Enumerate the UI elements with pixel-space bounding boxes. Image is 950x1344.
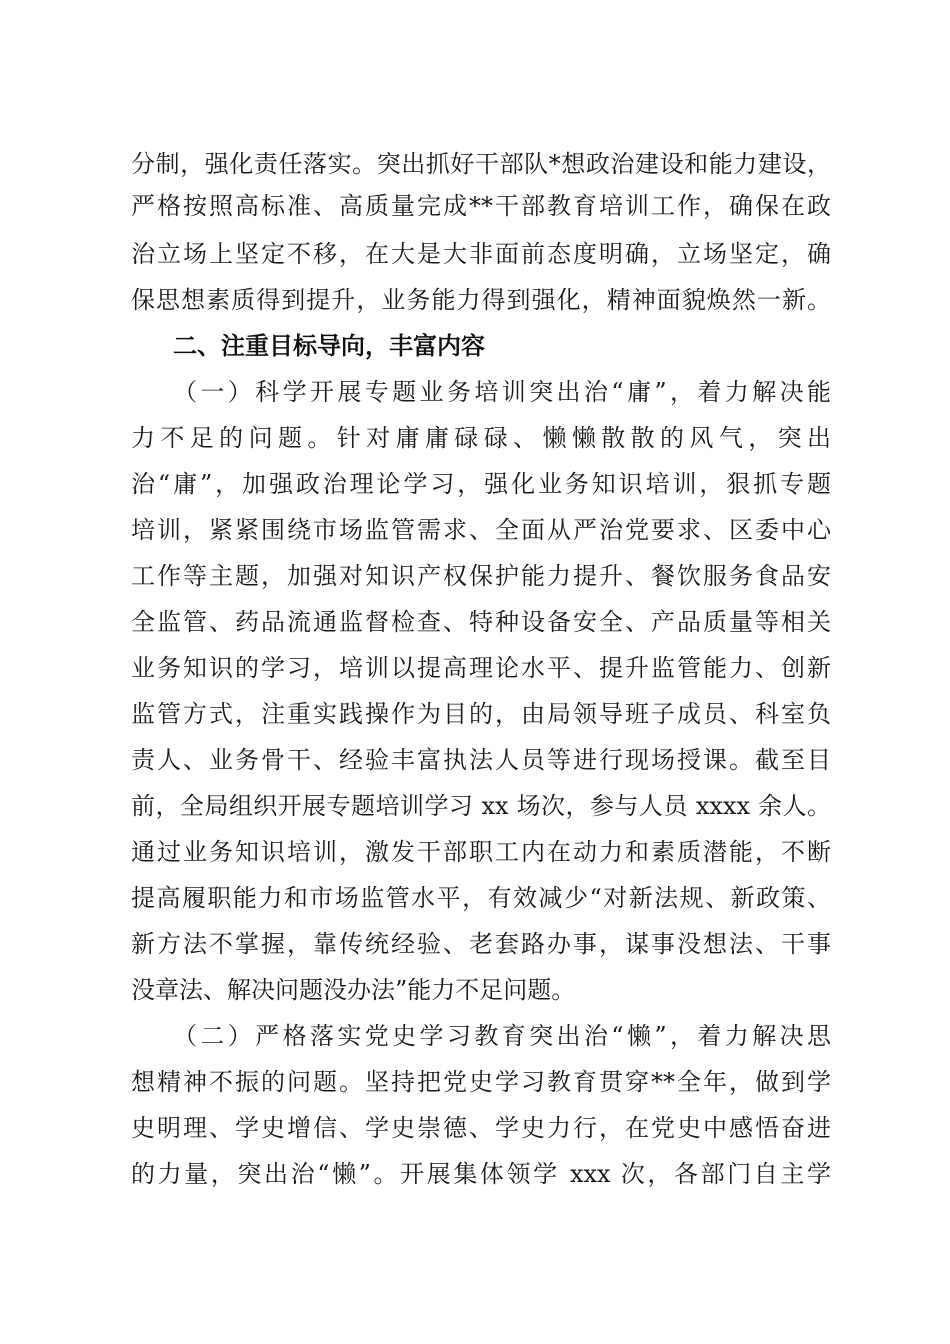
paragraph-line: 责人、业务骨干、经验丰富执法人员等进行现场授课。截至目 <box>131 746 831 774</box>
paragraph-line: 想精神不振的问题。坚持把党史学习教育贯穿**全年，做到学 <box>131 1068 831 1096</box>
paragraph-line: 新方法不掌握，靠传统经验、老套路办事，谋事没想法、干事 <box>131 930 831 958</box>
paragraph-line: 全监管、药品流通监督检查、特种设备安全、产品质量等相关 <box>131 608 831 636</box>
paragraph-line: （一）科学开展专题业务培训突出治“庸”，着力解决能 <box>173 378 831 406</box>
paragraph-line: 史明理、学史增信、学史崇德、学史力行，在党史中感悟奋进 <box>131 1114 831 1142</box>
paragraph-line: 提高履职能力和市场监管水平，有效减少“对新法规、新政策、 <box>131 884 831 912</box>
paragraph-line: 严格按照高标准、高质量完成**干部教育培训工作，确保在政 <box>131 192 831 220</box>
paragraph-line: 培训，紧紧围绕市场监管需求、全面从严治党要求、区委中心 <box>131 516 831 544</box>
paragraph-line: 力不足的问题。针对庸庸碌碌、懒懒散散的风气，突出 <box>131 424 831 452</box>
paragraph-line: 分制，强化责任落实。突出抓好干部队*想政治建设和能力建设， <box>131 150 831 178</box>
section-heading: 二、注重目标导向，丰富内容 <box>173 332 485 360</box>
paragraph-line: 的力量，突出治“懒”。开展集体领学 xxx 次，各部门自主学 <box>131 1160 831 1188</box>
paragraph-line: 前，全局组织开展专题培训学习 xx 场次，参与人员 xxxx 余人。 <box>131 792 831 820</box>
paragraph-line: 通过业务知识培训，激发干部职工内在动力和素质潜能，不断 <box>131 838 831 866</box>
paragraph-line: 监管方式，注重实践操作为目的，由局领导班子成员、科室负 <box>131 700 831 728</box>
paragraph-line: 保思想素质得到提升，业务能力得到强化，精神面貌焕然一新。 <box>131 286 831 314</box>
paragraph-line: 治立场上坚定不移，在大是大非面前态度明确，立场坚定，确 <box>131 240 831 268</box>
paragraph-line: （二）严格落实党史学习教育突出治“懒”，着力解决思 <box>173 1022 831 1050</box>
paragraph-line: 没章法、解决问题没办法”能力不足问题。 <box>131 976 576 1004</box>
paragraph-line: 工作等主题，加强对知识产权保护能力提升、餐饮服务食品安 <box>131 562 831 590</box>
paragraph-line: 治“庸”，加强政治理论学习，强化业务知识培训，狠抓专题 <box>131 470 831 498</box>
paragraph-line: 业务知识的学习，培训以提高理论水平、提升监管能力、创新 <box>131 654 831 682</box>
